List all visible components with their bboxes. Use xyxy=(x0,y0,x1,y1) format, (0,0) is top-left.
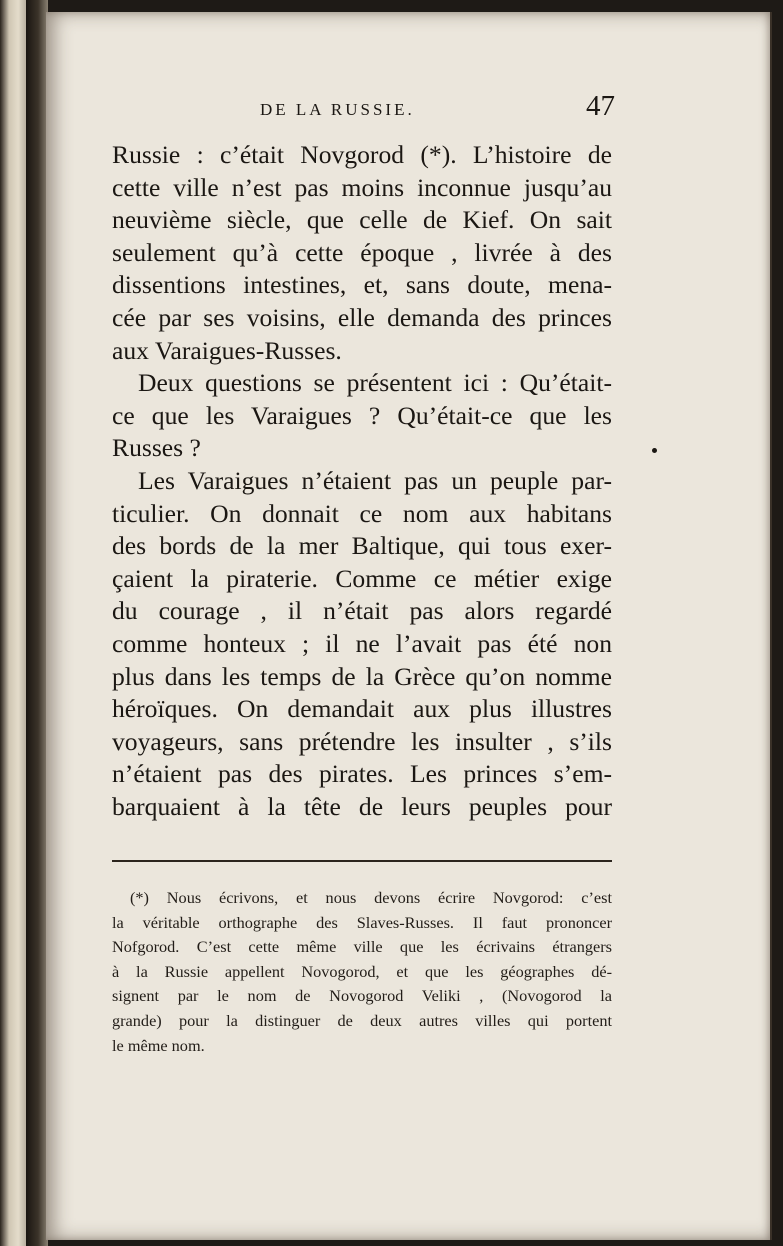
footnote-line: signent par le nom de Novogorod Veliki , (Novogorod la xyxy=(112,986,612,1006)
footnote-line: à la Russie appellent Novogorod, et que les géographes dé- xyxy=(112,961,612,981)
text-line: cette ville n’est pas moins inconnue jusqu’au xyxy=(112,172,612,202)
text-line: héroïques. On demandait aux plus illustres xyxy=(112,694,612,724)
page-number: 47 xyxy=(586,90,615,122)
footnote-line: Nofgorod. C’est cette même ville que les écrivains étrangers xyxy=(112,937,612,957)
text-line: n’étaient pas des pirates. Les princes s’em- xyxy=(112,759,612,789)
text-line: voyageurs, sans prétendre les insulter , s’ils xyxy=(112,726,612,756)
text-line: cée par ses voisins, elle demanda des princes xyxy=(112,302,612,332)
body-text xyxy=(112,139,612,823)
footnote xyxy=(112,886,612,1058)
text-line: çaient la piraterie. Comme ce métier exige xyxy=(112,563,612,593)
footnote-line: grande) pour la distinguer de deux autres villes qui portent xyxy=(112,1010,612,1030)
footnote-line: la véritable orthographe des Slaves-Russes. Il faut prononcer xyxy=(112,912,612,932)
text-line: Les Varaigues n’étaient pas un peuple par- xyxy=(138,465,612,495)
footnote-rule xyxy=(112,860,612,862)
text-line: Russie : c’était Novgorod (*). L’histoire de xyxy=(112,140,612,169)
text-line: plus dans les temps de la Grèce qu’on nomme xyxy=(112,661,612,691)
footnote-line: (*) Nous écrivons, et nous devons écrire Novgorod: c’est xyxy=(130,888,612,907)
text-line: aux Varaigues-Russes. xyxy=(112,335,342,365)
book-gutter xyxy=(26,0,48,1246)
text-line: seulement qu’à cette époque , livrée à des xyxy=(112,237,612,267)
text-line: dissentions intestines, et, sans doute, mena- xyxy=(112,270,612,300)
text-line: ce que les Varaigues ? Qu’était-ce que les xyxy=(112,400,612,430)
previous-page-edge xyxy=(0,0,26,1246)
page xyxy=(46,12,772,1240)
text-line: neuvième siècle, que celle de Kief. On sait xyxy=(112,205,612,235)
text-line: Russes ? xyxy=(112,433,201,463)
text-line: comme honteux ; il ne l’avait pas été non xyxy=(112,628,612,658)
text-line: du courage , il n’était pas alors regardé xyxy=(112,596,612,626)
text-line: ticulier. On donnait ce nom aux habitans xyxy=(112,498,612,528)
footnote-line: le même nom. xyxy=(112,1035,205,1055)
text-line: Deux questions se présentent ici : Qu’était- xyxy=(138,368,612,398)
text-line: des bords de la mer Baltique, qui tous exer- xyxy=(112,531,612,561)
ink-speck xyxy=(652,448,657,453)
running-title: DE LA RUSSIE. xyxy=(260,100,415,119)
text-line: barquaient à la tête de leurs peuples pour xyxy=(112,791,612,821)
